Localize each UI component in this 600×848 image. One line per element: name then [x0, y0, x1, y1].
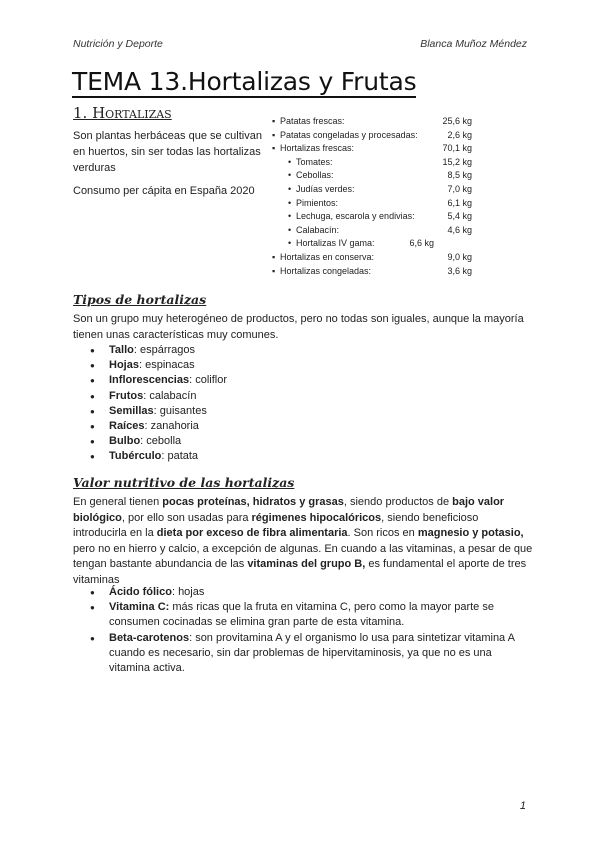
bullet-icon: •	[288, 211, 292, 222]
stat-label: • Hortalizas IV gama:	[288, 237, 375, 251]
stat-label: • Cebollas:	[288, 169, 334, 183]
stat-value: 25,6 kg	[442, 116, 472, 126]
stat-label: ▪ Patatas frescas:	[272, 115, 345, 129]
stat-label: ▪ Hortalizas frescas:	[272, 142, 354, 156]
tipos-paragraph: Son un grupo muy heterogéneo de productos, pero no todas son iguales, aunque la mayoría tienen unas características muy comunes.	[73, 313, 524, 341]
stat-label: ▪ Hortalizas en conserva:	[272, 251, 374, 265]
stat-row	[272, 224, 472, 238]
valor-paragraph: En general tienen pocas proteínas, hidratos y grasas, siendo productos de bajo valor biológico, por ello son usadas para régimenes hipocalóricos, siendo beneficioso introducirla en la dieta por exceso de fibra alimentaria. Son ricos en magnesio y potasio, pero no en hierro y calcio, a excepción de algunas. En cuando a las vitaminas, a pesar de que tengan bastante abundancia de las vitaminas del grupo B, es fundamental el aporte de tres vitaminas	[73, 496, 533, 586]
page-number: 1	[519, 800, 526, 812]
bullet-icon: •	[288, 183, 292, 194]
stat-row	[272, 115, 472, 129]
list-item: ● Bulbo: cebolla	[73, 434, 227, 449]
list-item: ● Vitamina C: más ricas que la fruta en vitamina C, pero como la mayor parte se consumen cocinadas se elimina gran parte de esta vitamina.	[73, 600, 533, 630]
bullet-icon: ▪	[272, 116, 276, 126]
stat-value: 15,2 kg	[442, 156, 472, 167]
list-item: ● Semillas: guisantes	[73, 404, 227, 419]
stat-value: 4,6 kg	[447, 224, 472, 235]
stat-value: 8,5 kg	[447, 170, 472, 181]
bullet-icon: •	[288, 170, 292, 181]
stat-label: • Lechuga, escarola y endivias:	[288, 210, 415, 224]
stat-label: • Tomates:	[288, 156, 333, 170]
stat-row	[272, 197, 472, 211]
stat-value: 70,1 kg	[442, 143, 472, 154]
bullet-icon: ▪	[272, 129, 276, 140]
stat-value: 2,6 kg	[447, 129, 472, 140]
list-item: ● Raíces: zanahoria	[73, 419, 227, 434]
stat-row	[272, 265, 472, 279]
bullet-icon: ▪	[272, 265, 276, 276]
bullet-icon: •	[288, 238, 292, 249]
stat-label: ▪ Patatas congeladas y procesadas:	[272, 129, 418, 143]
list-item: ● Hojas: espinacas	[73, 358, 227, 373]
list-item: ● Ácido fólico: hojas	[73, 585, 533, 600]
stat-row	[272, 129, 472, 143]
consumption-stats-list	[272, 115, 472, 278]
stat-value: 6,6 kg	[409, 238, 434, 249]
stat-row	[272, 169, 472, 183]
stat-value: 3,6 kg	[447, 265, 472, 276]
bullet-icon: ▪	[272, 251, 276, 262]
stat-label: • Pimientos:	[288, 197, 338, 211]
intro-text: Son plantas herbáceas que se cultivan en huertos, sin ser todas las hortalizas verduras	[73, 130, 262, 174]
stat-row	[272, 142, 472, 156]
stat-value: 5,4 kg	[447, 211, 472, 222]
stat-label: • Judías verdes:	[288, 183, 355, 197]
stat-value: 9,0 kg	[447, 251, 472, 262]
stat-row	[272, 210, 472, 224]
stat-row	[272, 156, 472, 170]
list-item: ● Beta-carotenos: son provitamina A y el organismo lo usa para sintetizar vitamina A cuando es necesario, sin dar problemas de hipervitaminosis, ya que no es una vitamina activa.	[73, 631, 533, 677]
list-item: ● Tallo: espárragos	[73, 343, 227, 358]
consumo-label: Consumo per cápita en España 2020	[73, 185, 255, 197]
vitaminas-list	[73, 585, 533, 676]
page-title: TEMA 13.Hortalizas y Frutas	[72, 67, 417, 96]
heading-tipos: Tipos de hortalizas	[73, 292, 207, 307]
list-item: ● Tubérculo: patata	[73, 449, 227, 464]
stat-label: ▪ Hortalizas congeladas:	[272, 265, 371, 279]
stat-value: 7,0 kg	[447, 183, 472, 194]
stat-value: 6,1 kg	[447, 197, 472, 208]
stat-row	[272, 251, 472, 265]
header-course: Nutrición y Deporte	[73, 38, 163, 50]
list-item: ● Inflorescencias: coliflor	[73, 373, 227, 388]
stat-label: • Calabacín:	[288, 224, 339, 238]
header-author: Blanca Muñoz Méndez	[420, 38, 527, 50]
list-item: ● Frutos: calabacín	[73, 389, 227, 404]
bullet-icon: ▪	[272, 143, 276, 154]
page-header	[73, 38, 527, 52]
stat-row	[272, 183, 472, 197]
stat-row	[272, 237, 472, 251]
heading-valor: Valor nutritivo de las hortalizas	[73, 475, 295, 490]
bullet-icon: •	[288, 197, 292, 208]
section-heading-hortalizas: 1. Hortalizas	[73, 104, 172, 122]
bullet-icon: •	[288, 224, 292, 235]
tipos-list	[73, 343, 227, 465]
bullet-icon: •	[288, 156, 292, 167]
